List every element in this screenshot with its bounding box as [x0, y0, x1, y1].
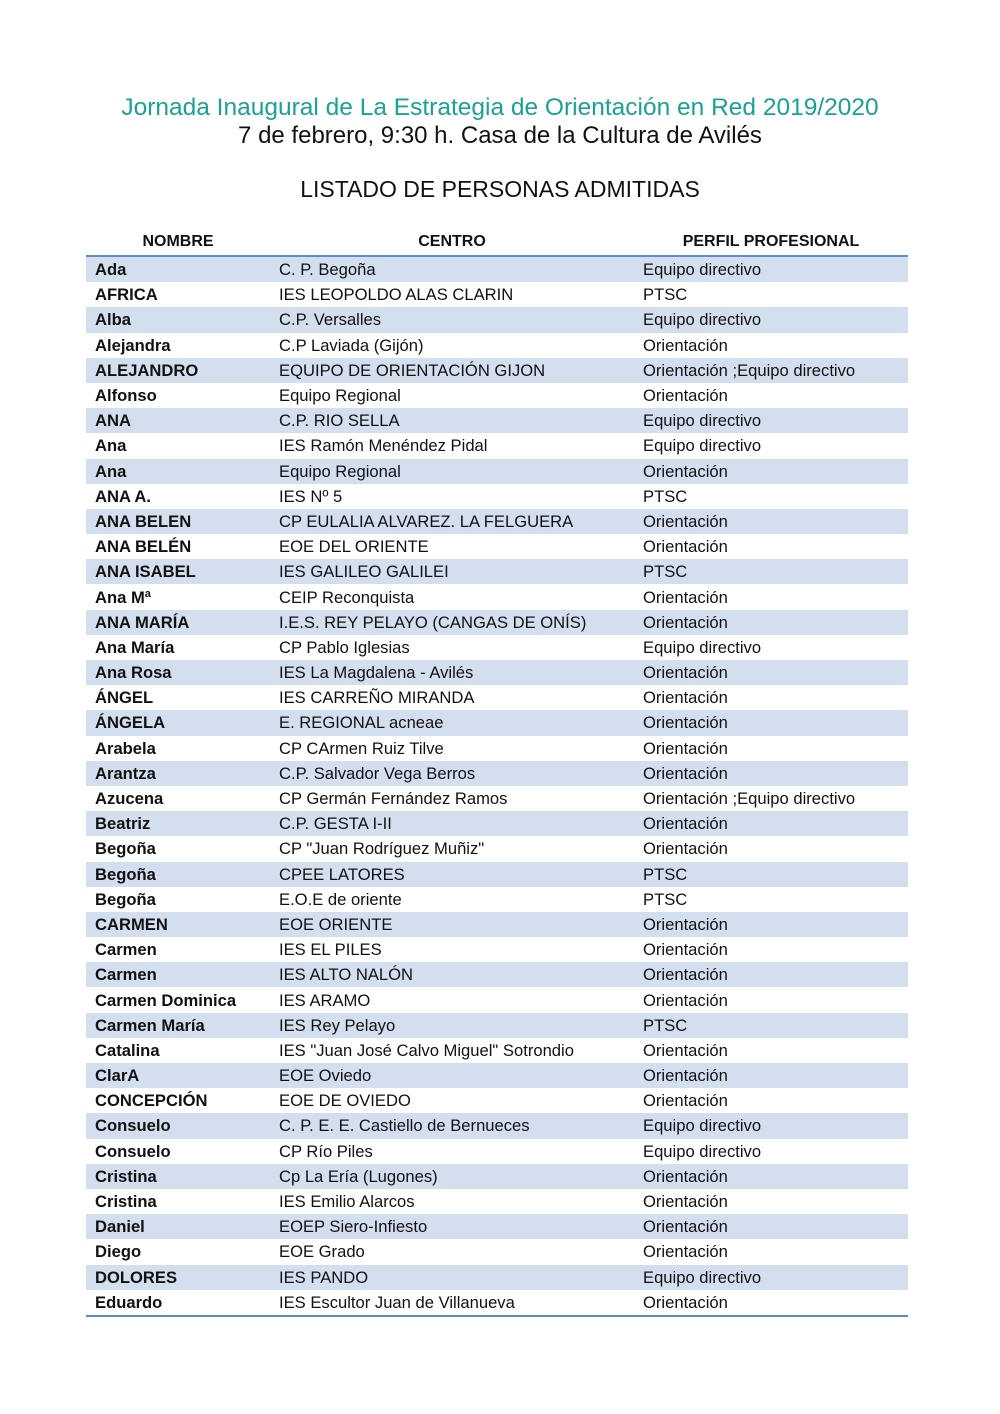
- nombre-cell: ANA ISABEL: [86, 559, 270, 584]
- centro-cell: CP Río Piles: [279, 1141, 373, 1161]
- perfil-cell: Orientación: [634, 811, 908, 836]
- table-row: [86, 1189, 908, 1214]
- list-title: LISTADO DE PERSONAS ADMITIDAS: [300, 176, 700, 202]
- table-row: [86, 433, 908, 458]
- perfil-cell: Orientación: [643, 839, 728, 859]
- centro-cell: IES Ramón Menéndez Pidal: [279, 436, 488, 456]
- table-row: [86, 1013, 908, 1038]
- nombre-cell: Ada: [86, 256, 270, 282]
- centro-cell: CP Pablo Iglesias: [279, 637, 410, 657]
- perfil-cell: Equipo directivo: [643, 1141, 762, 1161]
- nombre-cell: Diego: [95, 1242, 142, 1262]
- nombre-cell: Begoña: [95, 889, 156, 909]
- nombre-cell: Ana: [95, 436, 127, 456]
- perfil-cell: Equipo directivo: [634, 256, 908, 282]
- perfil-cell: Orientación: [643, 1192, 728, 1212]
- nombre-cell: DOLORES: [86, 1265, 270, 1290]
- table-header: [86, 229, 908, 256]
- table-row: [86, 610, 908, 635]
- perfil-cell: Orientación ;Equipo directivo: [643, 789, 856, 809]
- perfil-cell: Equipo directivo: [643, 436, 762, 456]
- table-row: [86, 937, 908, 962]
- centro-cell: CP "Juan Rodríguez Muñiz": [279, 839, 485, 859]
- table-row: [86, 1214, 908, 1239]
- centro-cell: IES La Magdalena - Avilés: [270, 660, 634, 685]
- table-row: [86, 862, 908, 887]
- nombre-cell: Cristina: [86, 1164, 270, 1189]
- event-subtitle: 7 de febrero, 9:30 h. Casa de la Cultura de Avilés: [238, 122, 762, 149]
- nombre-cell: Arabela: [95, 738, 156, 758]
- perfil-cell: Orientación: [634, 459, 908, 484]
- perfil-cell: Orientación: [643, 537, 728, 557]
- centro-cell: E.O.E de oriente: [279, 889, 402, 909]
- table-row: [86, 912, 908, 937]
- perfil-cell: Orientación: [634, 1164, 908, 1189]
- table-row: [86, 509, 908, 534]
- nombre-cell: ANA BELEN: [86, 509, 270, 534]
- perfil-cell: Orientación: [643, 990, 728, 1010]
- perfil-cell: Equipo directivo: [634, 1113, 908, 1138]
- centro-cell: C.P. Versalles: [270, 307, 634, 332]
- table-row: [86, 736, 908, 761]
- nombre-cell: Consuelo: [86, 1113, 270, 1138]
- nombre-cell: Consuelo: [95, 1141, 171, 1161]
- centro-cell: IES CARREÑO MIRANDA: [279, 688, 475, 708]
- nombre-cell: CONCEPCIÓN: [95, 1091, 208, 1111]
- nombre-cell: Carmen María: [86, 1013, 270, 1038]
- perfil-cell: Orientación: [634, 610, 908, 635]
- centro-cell: EQUIPO DE ORIENTACIÓN GIJON: [270, 358, 634, 383]
- centro-cell: IES "Juan José Calvo Miguel" Sotrondio: [279, 1040, 574, 1060]
- nombre-cell: Carmen Dominica: [95, 990, 237, 1010]
- centro-cell: C.P. GESTA I-II: [270, 811, 634, 836]
- table-row: [86, 1239, 908, 1264]
- event-title: Jornada Inaugural de La Estrategia de Orientación en Red 2019/2020: [121, 94, 879, 121]
- table-row: [86, 836, 908, 861]
- nombre-cell: Ana: [86, 459, 270, 484]
- perfil-cell: Equipo directivo: [643, 637, 762, 657]
- perfil-cell: Orientación: [643, 1091, 728, 1111]
- table-row: [86, 408, 908, 433]
- centro-cell: C. P. E. E. Castiello de Bernueces: [270, 1113, 634, 1138]
- nombre-cell: Azucena: [95, 789, 164, 809]
- table-row: [86, 1113, 908, 1138]
- table-row: [86, 710, 908, 735]
- nombre-cell: CARMEN: [86, 912, 270, 937]
- perfil-cell: Orientación: [634, 509, 908, 534]
- perfil-cell: PTSC: [643, 889, 688, 909]
- nombre-cell: Alfonso: [95, 386, 157, 406]
- perfil-cell: Orientación: [634, 1290, 908, 1316]
- nombre-cell: ANA BELÉN: [95, 537, 192, 557]
- centro-cell: CPEE LATORES: [270, 862, 634, 887]
- table-row: [86, 333, 908, 358]
- centro-cell: CEIP Reconquista: [279, 587, 415, 607]
- centro-cell: EOE Grado: [279, 1242, 365, 1262]
- nombre-cell: ANA: [86, 408, 270, 433]
- centro-cell: CP EULALIA ALVAREZ. LA FELGUERA: [270, 509, 634, 534]
- nombre-cell: ANA MARÍA: [86, 610, 270, 635]
- centro-cell: C. P. Begoña: [270, 256, 634, 282]
- table-row: [86, 635, 908, 660]
- nombre-cell: Carmen: [86, 962, 270, 987]
- perfil-cell: Orientación: [643, 386, 728, 406]
- perfil-cell: Orientación ;Equipo directivo: [634, 358, 908, 383]
- centro-cell: I.E.S. REY PELAYO (CANGAS DE ONÍS): [270, 610, 634, 635]
- table-row: [86, 811, 908, 836]
- centro-cell: EOEP Siero-Infiesto: [270, 1214, 634, 1239]
- table-row: [86, 1139, 908, 1164]
- centro-cell: IES LEOPOLDO ALAS CLARIN: [279, 285, 514, 305]
- table-row: [86, 1265, 908, 1290]
- table-row: [86, 307, 908, 332]
- table-row: [86, 1063, 908, 1088]
- perfil-cell: Orientación: [634, 1214, 908, 1239]
- perfil-cell: Equipo directivo: [634, 1265, 908, 1290]
- table-row: [86, 459, 908, 484]
- table-row: [86, 1290, 908, 1316]
- table-row: [86, 685, 908, 710]
- centro-cell: IES Rey Pelayo: [270, 1013, 634, 1038]
- nombre-cell: Begoña: [95, 839, 156, 859]
- perfil-cell: Orientación: [643, 1242, 728, 1262]
- nombre-cell: Ana María: [95, 637, 175, 657]
- centro-cell: EOE DE OVIEDO: [279, 1091, 411, 1111]
- nombre-cell: Arantza: [86, 761, 270, 786]
- nombre-cell: Carmen: [95, 940, 157, 960]
- perfil-cell: Orientación: [643, 335, 728, 355]
- nombre-cell: Ana Rosa: [86, 660, 270, 685]
- centro-cell: IES PANDO: [270, 1265, 634, 1290]
- perfil-cell: Orientación: [643, 688, 728, 708]
- perfil-cell: PTSC: [634, 1013, 908, 1038]
- nombre-cell: ClarA: [86, 1063, 270, 1088]
- perfil-cell: Orientación: [634, 710, 908, 735]
- table-row: [86, 887, 908, 912]
- nombre-cell: Alba: [86, 307, 270, 332]
- perfil-cell: Orientación: [634, 962, 908, 987]
- perfil-cell: PTSC: [634, 559, 908, 584]
- perfil-cell: Equipo directivo: [634, 307, 908, 332]
- centro-cell: CP Germán Fernández Ramos: [279, 789, 508, 809]
- nombre-cell: Alejandra: [95, 335, 171, 355]
- perfil-cell: PTSC: [643, 486, 688, 506]
- centro-cell: Equipo Regional: [270, 459, 634, 484]
- table-row: [86, 1038, 908, 1063]
- nombre-cell: ÁNGELA: [86, 710, 270, 735]
- perfil-cell: Equipo directivo: [634, 408, 908, 433]
- centro-cell: EOE DEL ORIENTE: [279, 537, 429, 557]
- nombre-cell: Begoña: [86, 862, 270, 887]
- centro-cell: C.P Laviada (Gijón): [279, 335, 424, 355]
- centro-cell: IES ALTO NALÓN: [270, 962, 634, 987]
- table-row: [86, 660, 908, 685]
- perfil-cell: Orientación: [643, 587, 728, 607]
- column-header-centro: CENTRO: [270, 229, 634, 256]
- nombre-cell: Cristina: [95, 1192, 157, 1212]
- perfil-cell: Orientación: [643, 738, 728, 758]
- nombre-cell: Ana Mª: [95, 587, 151, 607]
- table-row: [86, 256, 908, 282]
- table-row: [86, 987, 908, 1012]
- column-header-perfil: PERFIL PROFESIONAL: [634, 229, 908, 256]
- centro-cell: Equipo Regional: [279, 386, 401, 406]
- nombre-cell: ANA A.: [95, 486, 151, 506]
- centro-cell: IES ARAMO: [279, 990, 371, 1010]
- table-row: [86, 584, 908, 609]
- perfil-cell: Orientación: [643, 940, 728, 960]
- centro-cell: EOE ORIENTE: [270, 912, 634, 937]
- centro-cell: C.P. RIO SELLA: [270, 408, 634, 433]
- table-row: [86, 786, 908, 811]
- table-row: [86, 761, 908, 786]
- table-row: [86, 1164, 908, 1189]
- centro-cell: E. REGIONAL acneae: [270, 710, 634, 735]
- centro-cell: IES Escultor Juan de Villanueva: [270, 1290, 634, 1316]
- table-row: [86, 534, 908, 559]
- perfil-cell: Orientación: [634, 660, 908, 685]
- centro-cell: IES EL PILES: [279, 940, 382, 960]
- table-row: [86, 282, 908, 307]
- nombre-cell: ÁNGEL: [95, 688, 154, 708]
- centro-cell: CP CArmen Ruiz Tilve: [279, 738, 444, 758]
- table-row: [86, 484, 908, 509]
- perfil-cell: Orientación: [634, 912, 908, 937]
- centro-cell: C.P. Salvador Vega Berros: [270, 761, 634, 786]
- table-row: [86, 962, 908, 987]
- centro-cell: IES GALILEO GALILEI: [270, 559, 634, 584]
- nombre-cell: ALEJANDRO: [86, 358, 270, 383]
- perfil-cell: Orientación: [643, 1040, 728, 1060]
- admitted-table: [86, 229, 908, 1317]
- nombre-cell: Beatriz: [86, 811, 270, 836]
- nombre-cell: Daniel: [86, 1214, 270, 1239]
- table-row: [86, 358, 908, 383]
- perfil-cell: Orientación: [634, 1063, 908, 1088]
- nombre-cell: AFRICA: [95, 285, 158, 305]
- nombre-cell: Eduardo: [86, 1290, 270, 1316]
- column-header-nombre: NOMBRE: [86, 229, 270, 256]
- centro-cell: EOE Oviedo: [270, 1063, 634, 1088]
- table-row: [86, 383, 908, 408]
- centro-cell: Cp La Ería (Lugones): [270, 1164, 634, 1189]
- perfil-cell: PTSC: [643, 285, 688, 305]
- centro-cell: IES Emilio Alarcos: [279, 1192, 415, 1212]
- table-row: [86, 559, 908, 584]
- nombre-cell: Catalina: [95, 1040, 160, 1060]
- table-row: [86, 1088, 908, 1113]
- perfil-cell: PTSC: [634, 862, 908, 887]
- perfil-cell: Orientación: [634, 761, 908, 786]
- centro-cell: IES Nº 5: [279, 486, 343, 506]
